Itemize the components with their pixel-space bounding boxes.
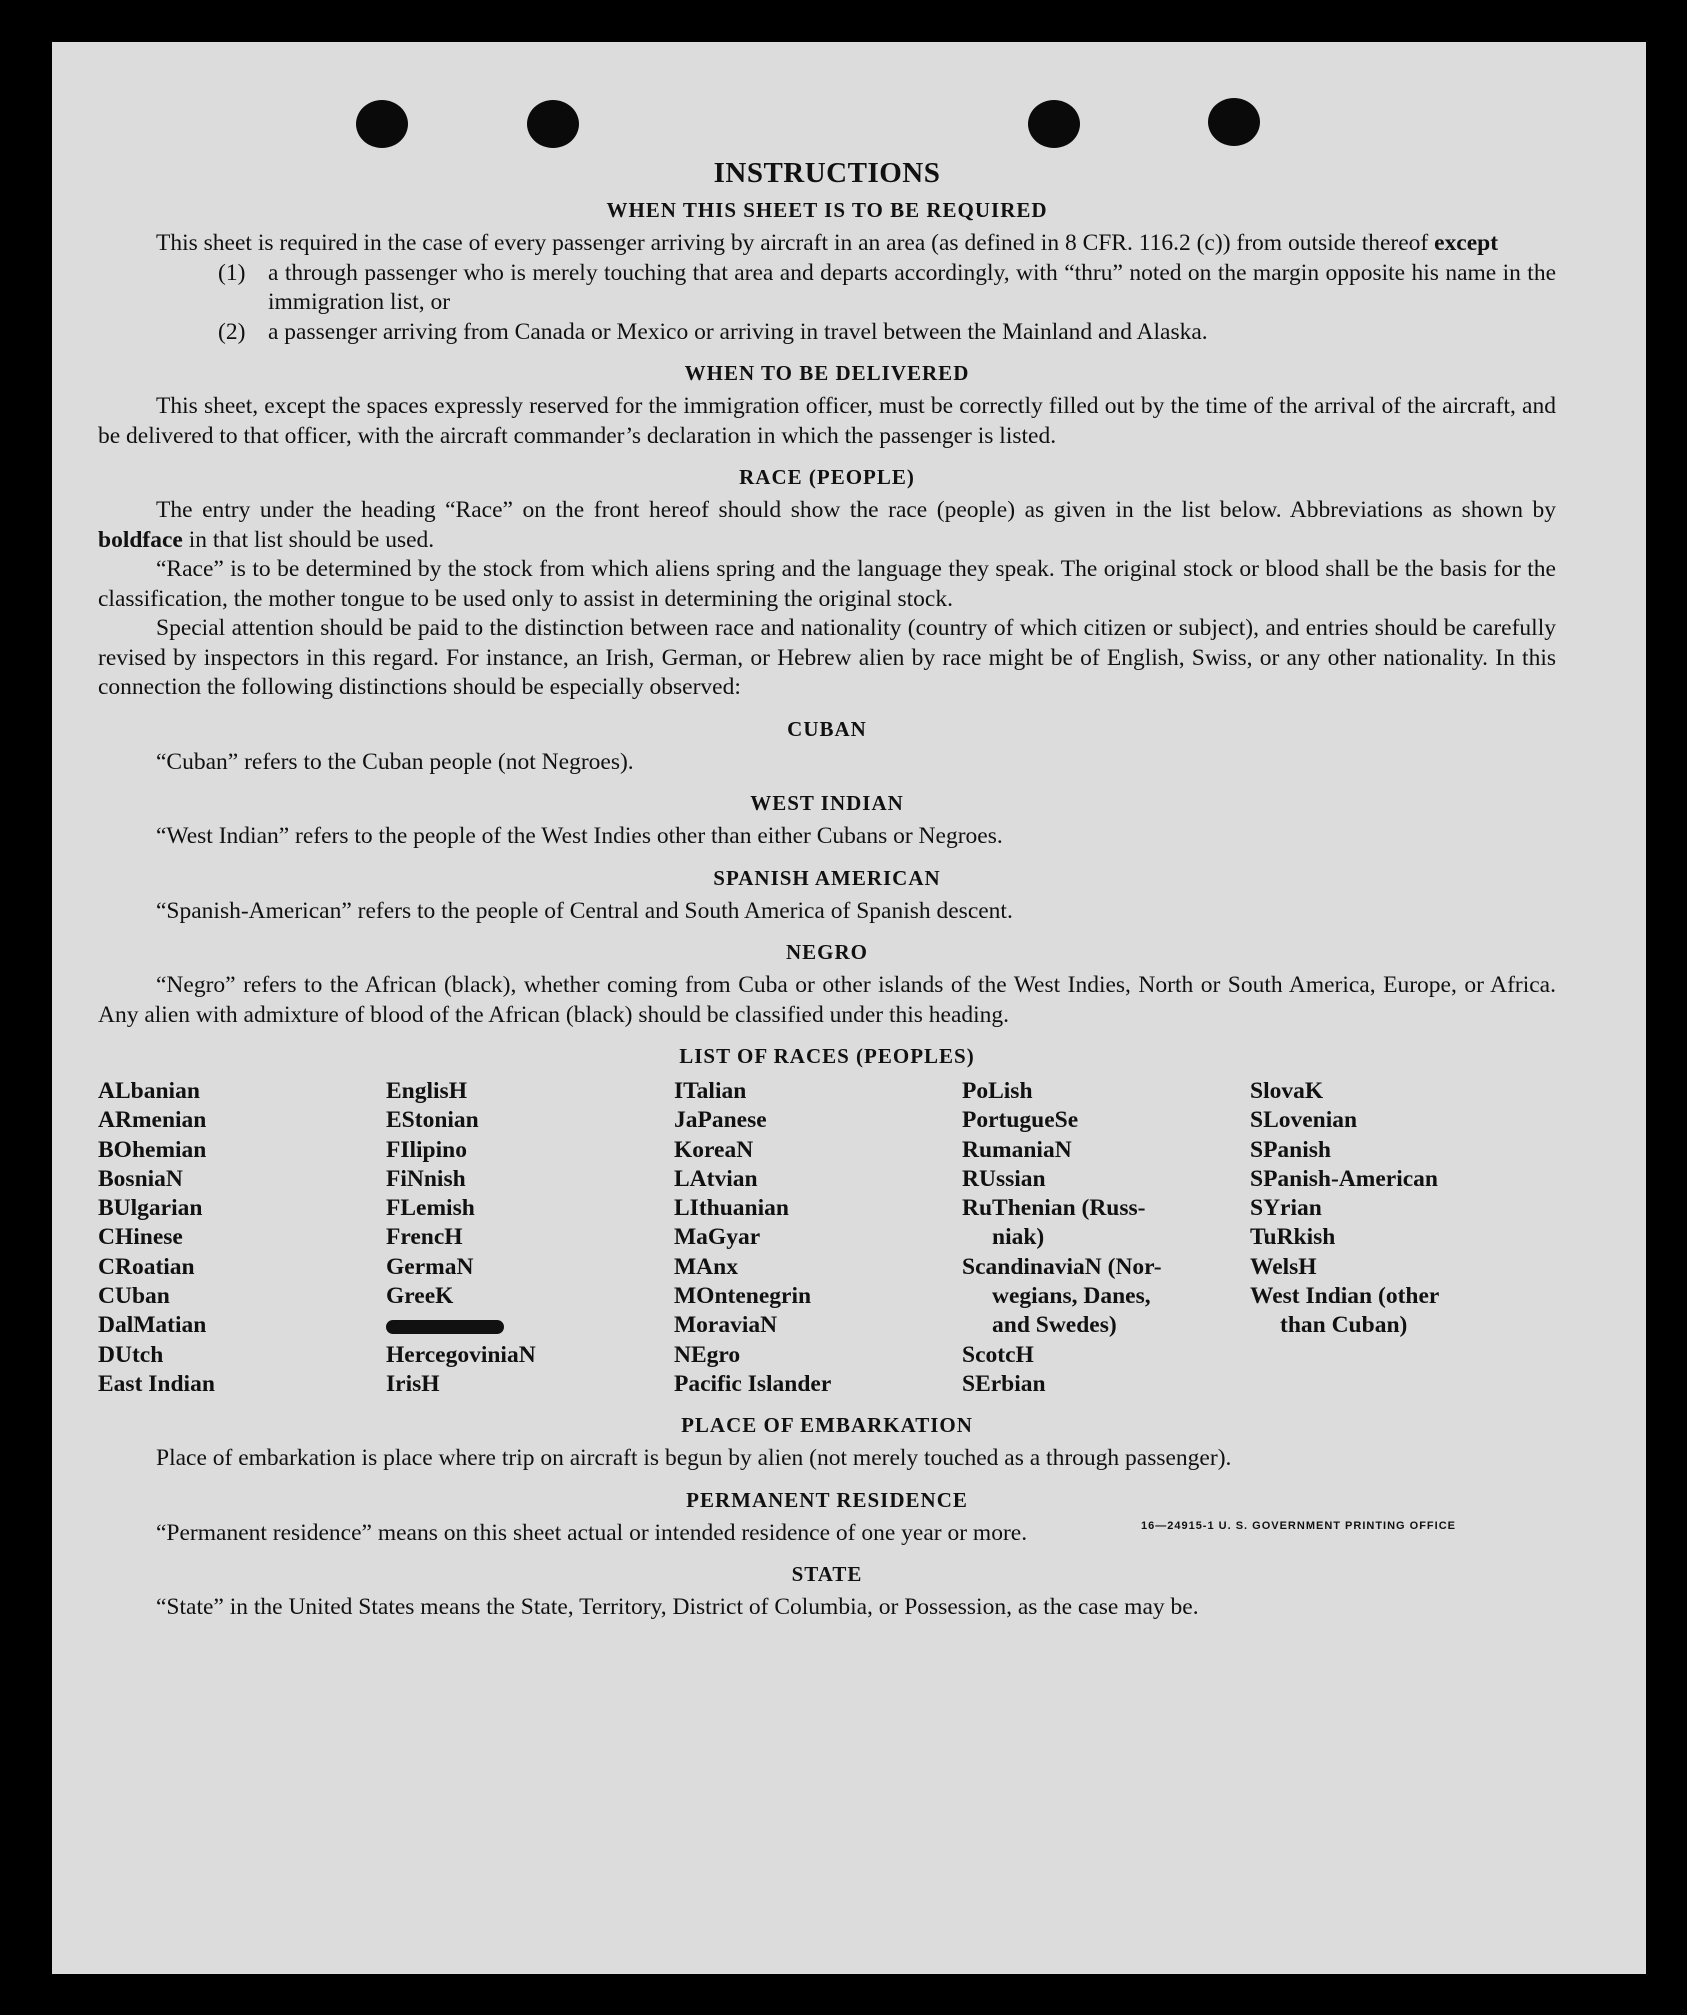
race-entry: SLovenian	[1250, 1107, 1358, 1134]
race-entry: MAnx	[674, 1253, 738, 1280]
delivered-text: This sheet, except the spaces expressly reserved for the immigration officer, must be correctly filled out by the time of the arrival of the aircraft, and be delivered to that officer, with the aircraft commander’s declaration in which the passenger is listed.	[98, 393, 1556, 449]
redaction-mark	[386, 1320, 504, 1334]
race-entry: BosniaN	[98, 1165, 183, 1192]
required-except: except	[1434, 230, 1499, 256]
race-entry: JaPanese	[674, 1107, 767, 1134]
item-number: (1)	[218, 259, 246, 286]
race-entry: EnglisH	[386, 1078, 467, 1104]
race-entry: RUssian	[962, 1165, 1046, 1192]
race-paragraph-1	[98, 496, 1556, 555]
race-entry: TuRkish	[1250, 1224, 1336, 1251]
section-heading-embarkation: PLACE OF EMBARKATION	[681, 1413, 973, 1438]
race-paragraph-3: Special attention should be paid to the distinction between race and nationality (country of which citizen or subject), and entries should be carefully revised by inspectors in this regard. For instance, an Irish, German, or Hebrew alien by race might be of English, Swiss, or any other nationality. In this connection the following distinctions should be especially observed:	[98, 615, 1556, 700]
section-heading-spanish-american: SPANISH AMERICAN	[713, 865, 941, 890]
race-entry: SPanish-American	[1250, 1165, 1438, 1192]
race-entry: ITalian	[674, 1078, 747, 1104]
list-item	[98, 318, 1556, 348]
page-title: INSTRUCTIONS	[713, 157, 941, 189]
negro-text: “Negro” refers to the African (black), whether coming from Cuba or other islands of the West Indies, North or South America, Europe, or Africa. Any alien with admixture of blood of the African (black) should be classified under this heading.	[98, 972, 1556, 1028]
race-entry: BOhemian	[98, 1136, 207, 1163]
race-entry: ScandinaviaN (Nor-	[962, 1253, 1162, 1280]
race-entry: SlovaK	[1250, 1078, 1324, 1104]
race-entry-continued: niak)	[992, 1224, 1045, 1251]
spanish-american-text: “Spanish-American” refers to the people of Central and South America of Spanish descent.	[156, 897, 1013, 924]
section-heading-state: STATE	[791, 1562, 863, 1587]
embarkation-text: Place of embarkation is place where trip on aircraft is begun by alien (not merely touched as a through passenger).	[156, 1445, 1232, 1472]
required-intro	[98, 229, 1556, 259]
race-entry: WelsH	[1250, 1253, 1317, 1280]
item-text: a passenger arriving from Canada or Mexico or arriving in travel between the Mainland and Alaska.	[268, 318, 1208, 345]
race-entry-continued: wegians, Danes,	[992, 1283, 1151, 1310]
race-entry: DUtch	[98, 1341, 164, 1368]
races-column-5	[1250, 1077, 1556, 1399]
race-p1-text: The entry under the heading “Race” on the front hereof should show the race (people) as given in the list below. Abbreviations as shown by	[156, 497, 1556, 523]
race-entry: RuThenian (Russ-	[962, 1195, 1146, 1222]
punch-hole	[1208, 98, 1260, 146]
cuban-text: “Cuban” refers to the Cuban people (not Negroes).	[156, 748, 634, 775]
race-entry: SPanish	[1250, 1136, 1331, 1163]
section-heading-delivered: WHEN TO BE DELIVERED	[684, 361, 970, 385]
race-entry: EStonian	[386, 1107, 479, 1134]
races-column-1	[98, 1077, 386, 1399]
section-heading-race: RACE (PEOPLE)	[739, 465, 915, 489]
race-entry: FLemish	[386, 1195, 475, 1222]
race-entry: SYrian	[1250, 1195, 1322, 1222]
list-item	[98, 259, 1556, 318]
instruction-sheet	[52, 42, 1646, 1974]
residence-text: “Permanent residence” means on this sheet actual or intended residence of one year or more.	[156, 1519, 1028, 1546]
races-table	[98, 1077, 1556, 1399]
race-entry: IrisH	[386, 1370, 440, 1397]
race-entry: CUban	[98, 1283, 170, 1310]
race-entry: FIlipino	[386, 1136, 467, 1163]
punch-hole	[527, 100, 579, 148]
race-entry: LAtvian	[674, 1165, 758, 1192]
section-heading-list-of-races: LIST OF RACES (PEOPLES)	[679, 1044, 975, 1068]
race-entry: LIthuanian	[674, 1195, 789, 1222]
race-entry: CHinese	[98, 1224, 183, 1251]
instructions-body	[98, 157, 1556, 1623]
race-p1-boldface: boldface	[98, 526, 183, 553]
section-heading-required: WHEN THIS SHEET IS TO BE REQUIRED	[606, 198, 1048, 222]
race-entry: PoLish	[962, 1078, 1033, 1104]
punch-hole	[356, 100, 408, 148]
race-entry: KoreaN	[674, 1136, 754, 1163]
races-column-2	[386, 1077, 674, 1399]
section-heading-west-indian: WEST INDIAN	[750, 791, 904, 815]
race-entry: MaGyar	[674, 1224, 761, 1251]
redacted-entry	[386, 1311, 674, 1340]
race-entry: BUlgarian	[98, 1195, 203, 1222]
section-heading-residence: PERMANENT RESIDENCE	[686, 1487, 968, 1512]
race-entry: HercegoviniaN	[386, 1341, 536, 1368]
race-p1-end: in that list should be used.	[188, 526, 435, 553]
races-column-4	[962, 1077, 1250, 1399]
race-entry: CRoatian	[98, 1253, 195, 1280]
race-entry: MoraviaN	[674, 1312, 778, 1339]
race-entry-continued: and Swedes)	[992, 1312, 1117, 1339]
race-paragraph-2: “Race” is to be determined by the stock from which aliens spring and the language they speak. The original stock or blood shall be the basis for the classification, the mother tongue to be used only to assist in determining the original stock.	[98, 556, 1556, 612]
race-entry: Pacific Islander	[674, 1370, 832, 1397]
race-entry: East Indian	[98, 1370, 215, 1397]
race-entry: FrencH	[386, 1224, 463, 1251]
race-entry: DalMatian	[98, 1312, 207, 1339]
race-entry: ARmenian	[98, 1107, 207, 1134]
races-column-3	[674, 1077, 962, 1399]
required-intro-text: This sheet is required in the case of every passenger arriving by aircraft in an area (as defined in 8 CFR. 116.2 (c)) from outside thereof	[156, 230, 1429, 256]
race-entry: NEgro	[674, 1341, 741, 1368]
printing-office-code: 16—24915-1 U. S. GOVERNMENT PRINTING OFFICE	[1140, 1520, 1456, 1532]
race-entry-continued: than Cuban)	[1280, 1312, 1408, 1339]
race-entry: GermaN	[386, 1253, 474, 1280]
race-entry: FiNnish	[386, 1165, 466, 1192]
race-entry: ScotcH	[962, 1341, 1034, 1368]
west-indian-text: “West Indian” refers to the people of the West Indies other than either Cubans or Negroes.	[156, 823, 1003, 849]
section-heading-negro: NEGRO	[785, 940, 868, 964]
punch-hole	[1028, 100, 1080, 148]
item-text: a through passenger who is merely touching that area and departs accordingly, with “thru” noted on the margin opposite his name in the immigration list, or	[268, 259, 1556, 315]
race-entry: ALbanian	[98, 1078, 200, 1104]
race-entry: RumaniaN	[962, 1136, 1072, 1163]
race-entry: MOntenegrin	[674, 1283, 812, 1310]
race-entry: GreeK	[386, 1283, 454, 1310]
item-number: (2)	[218, 318, 246, 345]
section-heading-cuban: CUBAN	[787, 716, 867, 741]
race-entry: SErbian	[962, 1370, 1046, 1397]
race-entry: West Indian (other	[1250, 1283, 1440, 1310]
state-text: “State” in the United States means the State, Territory, District of Columbia, or Possession, as the case may be.	[156, 1594, 1199, 1621]
race-entry: PortugueSe	[962, 1107, 1079, 1134]
